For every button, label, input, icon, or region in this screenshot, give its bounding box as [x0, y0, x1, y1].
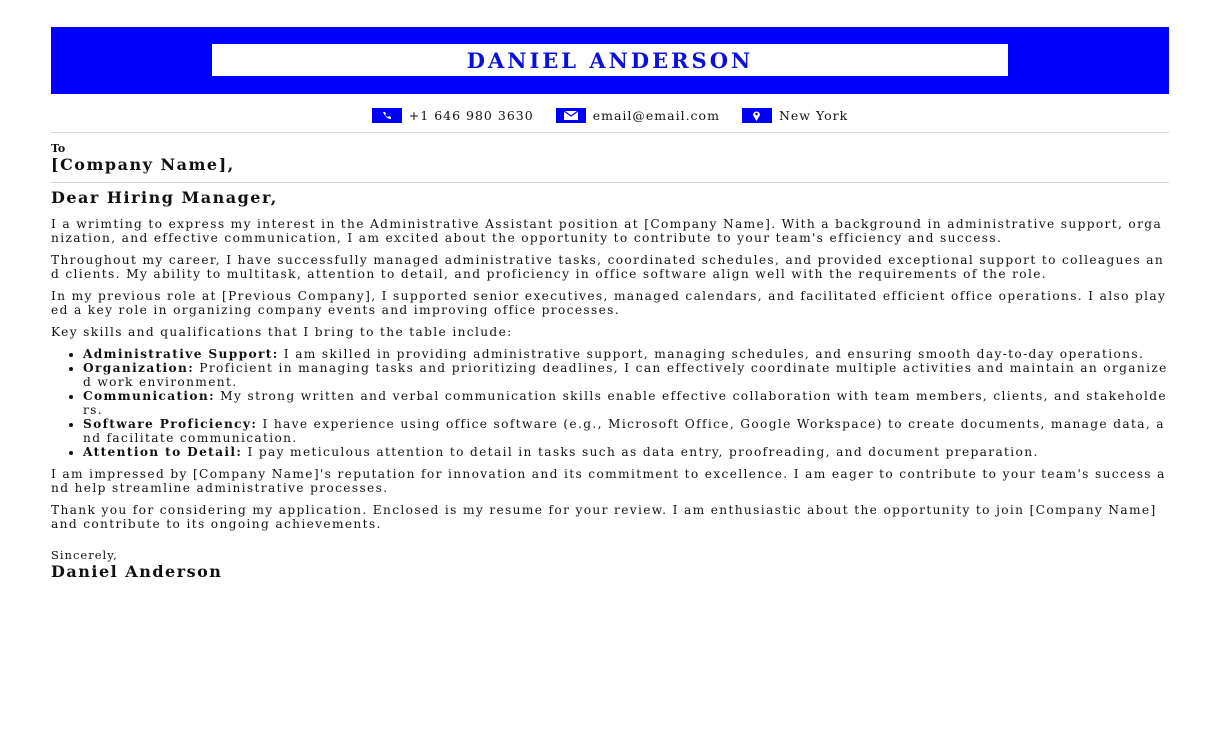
contact-email	[556, 108, 720, 123]
phone-icon	[372, 108, 402, 123]
skill-text: Proficient in managing tasks and prioritizing deadlines, I can effectively coordinate multiple activities and maintain an organized work environment.	[83, 361, 1168, 389]
skill-text: I am skilled in providing administrative support, managing schedules, and ensuring smooth day-to-day operations.	[278, 347, 1145, 361]
skill-item	[83, 361, 1169, 389]
skill-item	[83, 389, 1169, 417]
skill-item	[83, 417, 1169, 445]
skill-title: Software Proficiency:	[83, 417, 258, 431]
header-banner	[51, 27, 1169, 94]
skills-list	[51, 347, 1169, 459]
location-text: New York	[778, 107, 849, 123]
skill-title: Organization:	[83, 361, 195, 375]
applicant-name: DANIEL ANDERSON	[466, 47, 754, 73]
contact-phone	[372, 108, 534, 123]
recipient-company: [Company Name],	[51, 155, 235, 174]
contact-location	[742, 108, 848, 123]
paragraph: I a wrimting to express my interest in the Administrative Assistant position at [Company Name]. With a background in administrative support, organization, and effective communication, I am excited about the opportunity to contribute to your team's efficiency and success.	[51, 217, 1163, 245]
skill-item	[83, 445, 1169, 459]
paragraph: Thank you for considering my application. Enclosed is my resume for your review. I am enthusiastic about the opportunity to join [Company Name] and contribute to its ongoing achievements.	[51, 503, 1157, 531]
skill-item	[83, 347, 1169, 361]
contact-bar	[51, 105, 1169, 125]
skill-text: I have experience using office software (e.g., Microsoft Office, Google Workspace) to create documents, manage data, and facilitate communication.	[83, 417, 1165, 445]
name-box	[212, 44, 1008, 76]
closing: Sincerely,	[51, 548, 118, 562]
letter-body	[51, 217, 1169, 531]
email-icon	[556, 108, 586, 123]
to-label: To	[51, 142, 66, 155]
phone-text: +1 646 980 3630	[408, 107, 534, 123]
salutation: Dear Hiring Manager,	[51, 188, 278, 207]
signature-name: Daniel Anderson	[51, 562, 223, 581]
paragraph: I am impressed by [Company Name]'s reputation for innovation and its commitment to excellence. I am eager to contribute to your team's success and help streamline administrative processes.	[51, 467, 1166, 495]
email-text: email@email.com	[592, 107, 720, 123]
cover-letter	[51, 27, 1169, 581]
paragraph: Key skills and qualifications that I bring to the table include:	[51, 325, 513, 339]
location-pin-icon	[742, 108, 772, 123]
skill-title: Attention to Detail:	[83, 445, 243, 459]
skill-title: Administrative Support:	[83, 347, 279, 361]
divider	[51, 182, 1169, 183]
skill-text: I pay meticulous attention to detail in tasks such as data entry, proofreading, and document preparation.	[242, 445, 1039, 459]
skill-text: My strong written and verbal communication skills enable effective collaboration with team members, clients, and stakeholders.	[83, 389, 1167, 417]
divider	[51, 132, 1169, 133]
paragraph: In my previous role at [Previous Company], I supported senior executives, managed calendars, and facilitated efficient office operations. I also played a key role in organizing company events and improving office processes.	[51, 289, 1167, 317]
paragraph: Throughout my career, I have successfully managed administrative tasks, coordinated schedules, and provided exceptional support to colleagues and clients. My ability to multitask, attention to detail, and proficiency in office software align well with the requirements of the role.	[51, 253, 1165, 281]
skill-title: Communication:	[83, 389, 215, 403]
